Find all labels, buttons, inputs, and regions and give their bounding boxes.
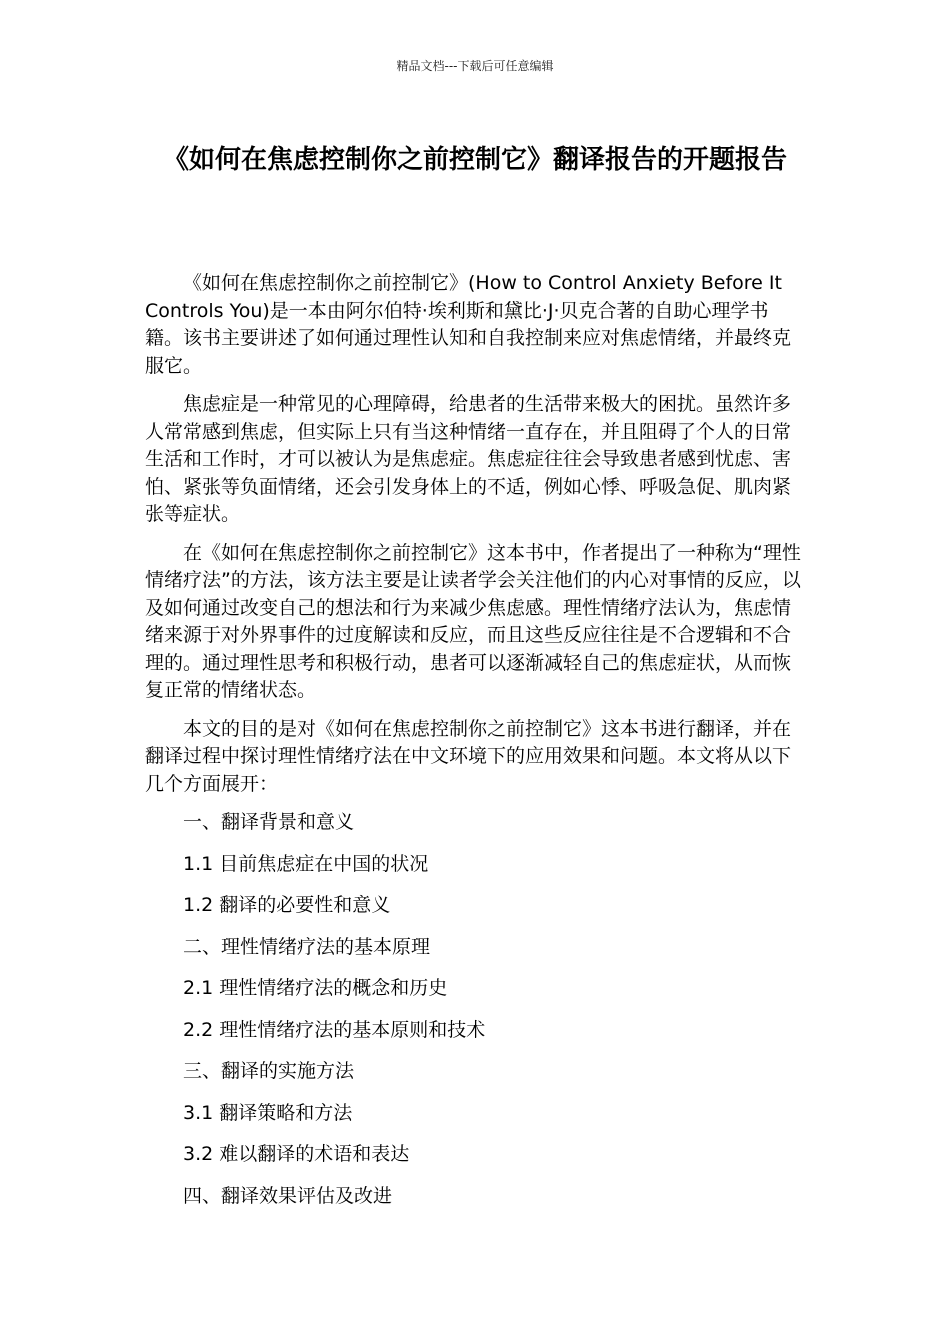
outline-item: 三、翻译的实施方法: [183, 1060, 355, 1082]
outline-item: 3.1 翻译策略和方法: [183, 1101, 353, 1124]
document-title: 《如何在焦虑控制你之前控制它》翻译报告的开题报告: [162, 145, 787, 175]
outline-item: 二、理性情绪疗法的基本原理: [183, 935, 431, 958]
paragraph-purpose: 本文的目的是对《如何在焦虑控制你之前控制它》这本书进行翻译，并在翻译过程中探讨理性情绪疗法在中文环境下的应用效果和问题。本文将从以下几个方面展开：: [145, 717, 792, 795]
outline-item: 2.2 理性情绪疗法的基本原则和技术: [183, 1018, 486, 1041]
outline-item: 1.1 目前焦虑症在中国的状况: [183, 852, 429, 875]
paragraph-anxiety-disorder: 焦虑症是一种常见的心理障碍，给患者的生活带来极大的困扰。虽然许多人常常感到焦虑，但实际上只有当这种情绪一直存在，并且阻碍了个人的日常生活和工作时，才可以被认为是焦虑症。焦虑症往往会导致患者感到忧虑、害怕、紧张等负面情绪，还会引发身体上的不适，例如心悸、呼吸急促、肌肉紧张等症状。: [145, 393, 792, 525]
page-header: 精品文档---下载后可任意编辑: [396, 59, 554, 73]
outline-item: 1.2 翻译的必要性和意义: [183, 894, 391, 916]
outline-item: 2.1 理性情绪疗法的概念和历史: [183, 977, 448, 999]
paragraph-rational-therapy: 在《如何在焦虑控制你之前控制它》这本书中，作者提出了一种称为“理性情绪疗法”的方法，该方法主要是让读者学会关注他们的内心对事情的反应，以及如何通过改变自己的想法和行为来减少焦虑感。理性情绪疗法认为，焦虑情绪来源于对外界事件的过度解读和反应，而且这些反应往往是不合逻辑和不合理的。通过理性思考和积极行动，患者可以逐渐减轻自己的焦虑症状，从而恢复正常的情绪状态。: [145, 541, 801, 701]
outline-item: 一、翻译背景和意义: [183, 811, 355, 833]
document-body: [145, 270, 805, 1224]
paragraph-intro: 《如何在焦虑控制你之前控制它》(How to Control Anxiety Before It Controls You)是一本由阿尔伯特·埃利斯和黛比·J·贝克合著的自助心理学书籍。该书主要讲述了如何通过理性认知和自我控制来应对焦虑情绪，并最终克服它。: [145, 272, 792, 377]
outline-list: [145, 809, 805, 1210]
outline-item: 3.2 难以翻译的术语和表达: [183, 1143, 410, 1165]
outline-item: 四、翻译效果评估及改进: [183, 1184, 393, 1207]
